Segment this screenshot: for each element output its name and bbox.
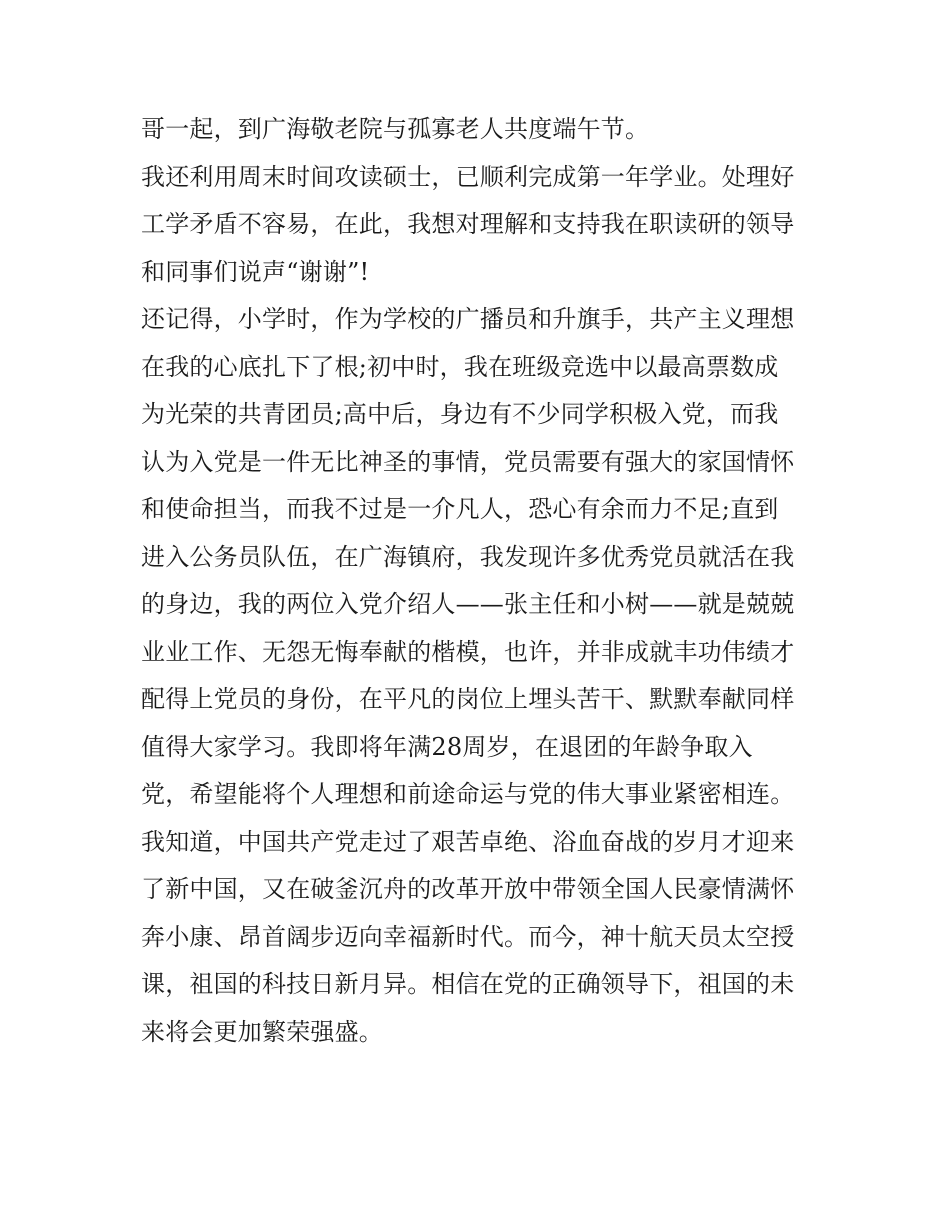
- text-line: 来将会更加繁荣强盛。: [141, 1017, 383, 1046]
- text-line: 奔小康、昂首阔步迈向幸福新时代。而今，神十航天员太空授: [141, 922, 795, 951]
- text-line: 值得大家学习。我即将年满28周岁，在退团的年龄争取入: [141, 732, 753, 761]
- text-line: 配得上党员的身份，在平凡的岗位上埋头苦干、默默奉献同样: [141, 685, 795, 713]
- text-line: 和同事们说声“谢谢”!: [141, 257, 370, 286]
- text-line: 还记得，小学时，作为学校的广播员和升旗手，共产主义理想: [141, 305, 795, 333]
- text-line: 我还利用周末时间攻读硕士，已顺利完成第一年学业。处理好: [141, 162, 795, 191]
- text-line: 在我的心底扎下了根;初中时，我在班级竞选中以最高票数成: [141, 352, 779, 381]
- text-line: 进入公务员队伍，在广海镇府，我发现许多优秀党员就活在我: [141, 542, 795, 571]
- text-line: 了新中国，又在破釜沉舟的改革开放中带领全国人民豪情满怀: [141, 875, 795, 903]
- text-line: 的身边，我的两位入党介绍人——张主任和小树——就是兢兢: [141, 590, 795, 618]
- text-line: 业业工作、无怨无悔奉献的楷模，也许，并非成就丰功伟绩才: [141, 637, 795, 666]
- text-line: 课，祖国的科技日新月异。相信在党的正确领导下，祖国的未: [141, 970, 795, 998]
- text-line: 我知道，中国共产党走过了艰苦卓绝、浴血奋战的岁月才迎来: [141, 827, 795, 856]
- body-text: [141, 106, 841, 1056]
- text-line: 工学矛盾不容易，在此，我想对理解和支持我在职读研的领导: [141, 210, 795, 238]
- text-line: 为光荣的共青团员;高中后，身边有不少同学积极入党，而我: [141, 400, 779, 428]
- text-line: 和使命担当，而我不过是一介凡人，恐心有余而力不足;直到: [141, 495, 779, 523]
- text-line: 哥一起，到广海敬老院与孤寡老人共度端午节。: [141, 115, 650, 143]
- text-line: 认为入党是一件无比神圣的事情，党员需要有强大的家国情怀: [141, 447, 795, 476]
- text-line: 党，希望能将个人理想和前途命运与党的伟大事业紧密相连。: [141, 780, 795, 808]
